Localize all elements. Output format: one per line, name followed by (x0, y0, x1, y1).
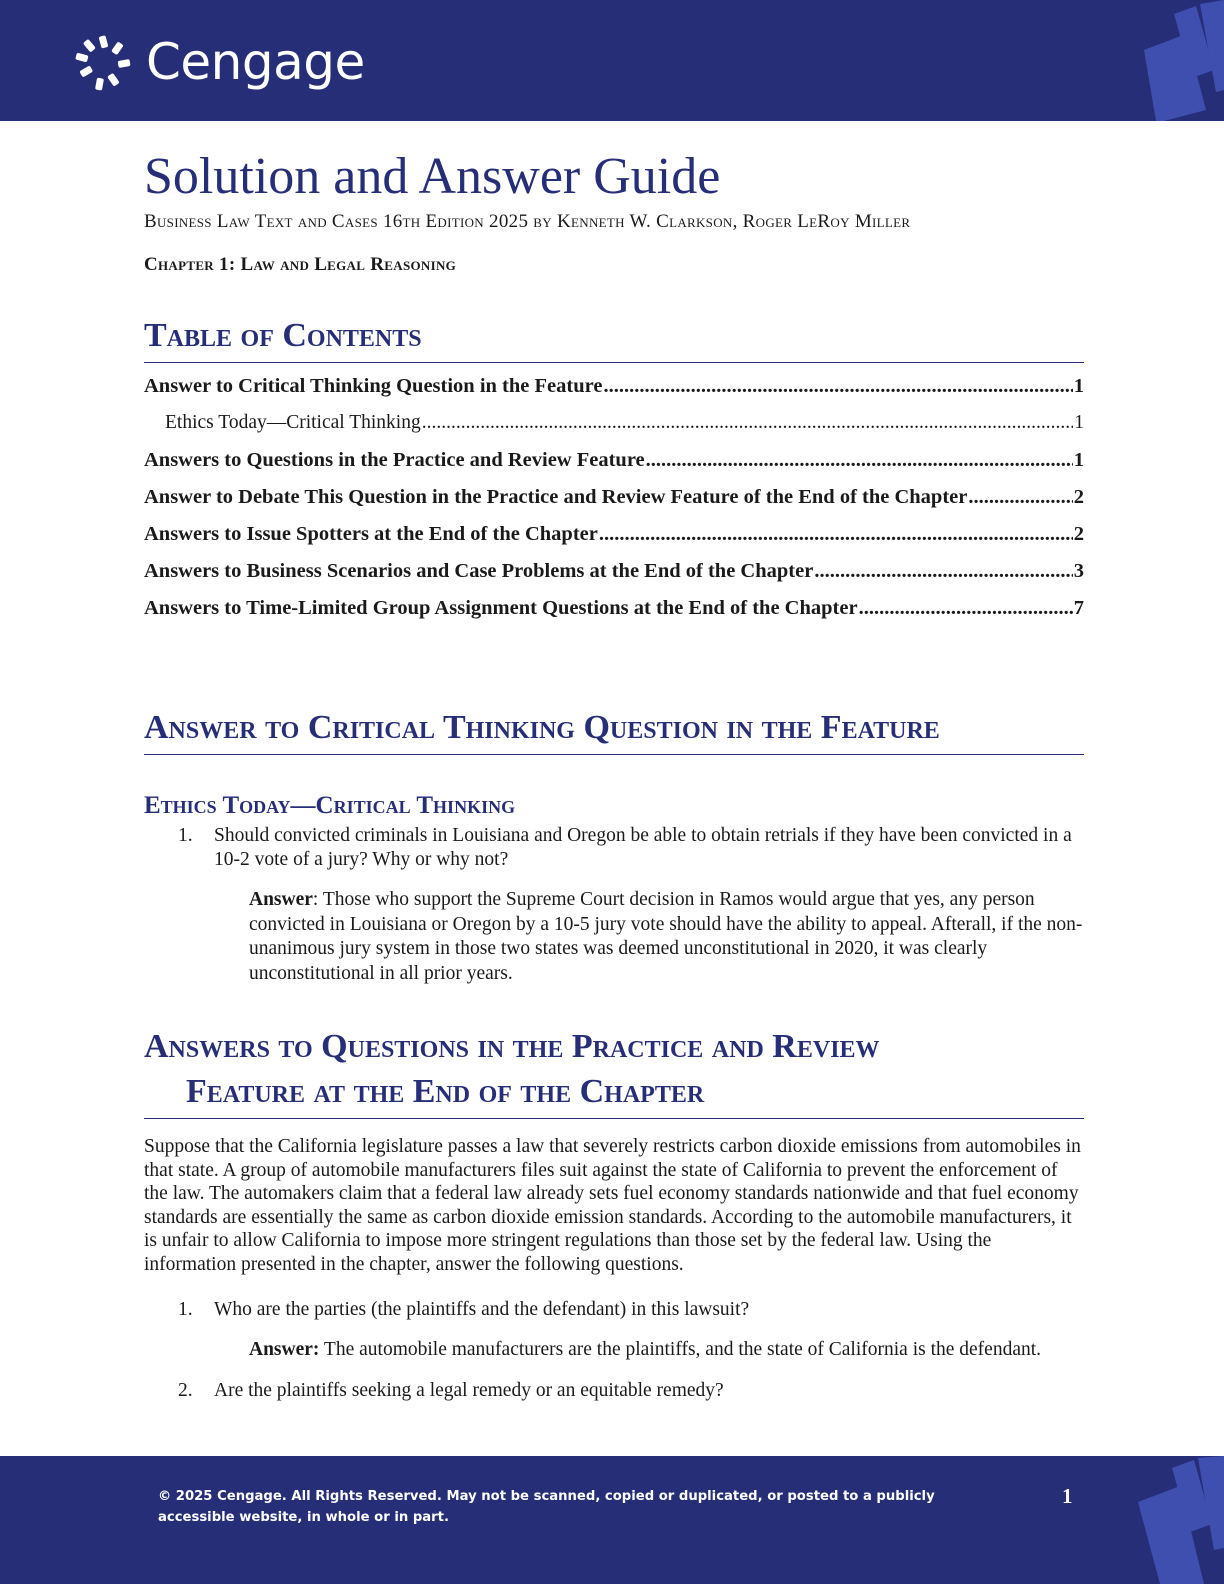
subsection-heading-ethics-today: Ethics Today—Critical Thinking (144, 792, 516, 819)
toc-entry-label: Answers to Issue Spotters at the End of the Chapter (144, 523, 598, 545)
corner-decoration (1134, 0, 1224, 121)
toc-leader-dots (859, 597, 1073, 620)
question-text: Should convicted criminals in Louisiana and Oregon be able to obtain retrials if they have been convicted in a 10-2 vote of a jury? Why or why not? (214, 825, 1072, 870)
toc-entry-label: Answers to Time-Limited Group Assignment Questions at the End of the Chapter (144, 597, 858, 619)
toc-entry[interactable] (144, 560, 1084, 597)
copyright-notice: © 2025 Cengage. All Rights Reserved. May not be scanned, copied or duplicated, or posted to a publicly accessible website, in whole or in part. (158, 1489, 935, 1525)
toc-leader-dots (603, 375, 1072, 398)
section-heading-practice-review (144, 1024, 1084, 1119)
question-text: Who are the parties (the plaintiffs and the defendant) in this lawsuit? (214, 1299, 750, 1320)
section-heading-critical-thinking: Answer to Critical Thinking Question in the Feature (144, 706, 1084, 755)
toc-entry-page: 1 (1073, 449, 1084, 471)
question-number: 2. (178, 1379, 193, 1401)
toc-leader-dots (814, 560, 1072, 583)
answer-block (249, 1338, 1084, 1363)
toc-entry-page: 1 (1074, 412, 1084, 433)
toc-entry-label: Answers to Questions in the Practice and Review Feature (144, 449, 645, 471)
toc-entry[interactable] (144, 449, 1084, 486)
chapter-title: Chapter 1: Law and Legal Reasoning (144, 254, 457, 275)
toc-entry[interactable] (144, 597, 1084, 634)
toc-leader-dots (422, 412, 1074, 434)
question-item (144, 1298, 1084, 1322)
answer-text: : Those who support the Supreme Court decision in Ramos would argue that yes, any person convicted in Louisiana or Oregon by a 10-5 jury vote should have the ability to appeal. Afterall, if the non-unanimous jury system in those two states was deemed unconstitutional in 2020, it was clearly unconstitutional in all prior years. (249, 889, 1083, 984)
toc-entry[interactable] (144, 486, 1084, 523)
document-body (144, 148, 1084, 1403)
section-heading-line1: Answers to Questions in the Practice and Review (144, 1028, 880, 1065)
answer-text: The automobile manufacturers are the plaintiffs, and the state of California is the defendant. (319, 1339, 1042, 1360)
section-heading-line2: Feature at the End of the Chapter (186, 1073, 705, 1110)
question-text: Are the plaintiffs seeking a legal remedy or an equitable remedy? (214, 1379, 724, 1401)
toc-entry-page: 3 (1073, 560, 1084, 582)
toc-entry[interactable] (144, 375, 1084, 412)
toc-leader-dots (646, 449, 1073, 472)
question-number: 1. (178, 1299, 193, 1320)
toc-entry-label: Answer to Critical Thinking Question in the Feature (144, 375, 603, 397)
corner-decoration (1134, 1456, 1224, 1584)
question-number: 1. (178, 825, 193, 846)
toc-entry-label: Ethics Today—Critical Thinking (165, 412, 421, 433)
toc-entry-label: Answers to Business Scenarios and Case Problems at the End of the Chapter (144, 560, 814, 582)
document-title: Solution and Answer Guide (144, 148, 721, 205)
cengage-logo[interactable] (74, 32, 365, 92)
toc-entry-label: Answer to Debate This Question in the Practice and Review Feature of the End of the Chapter (144, 486, 968, 508)
table-of-contents (144, 375, 1084, 634)
question-item (144, 824, 1084, 872)
toc-entry[interactable] (144, 523, 1084, 560)
toc-entry-page: 2 (1073, 523, 1084, 545)
toc-entry-page: 1 (1073, 375, 1084, 397)
brand-name: Cengage (146, 33, 365, 91)
toc-entry[interactable] (144, 412, 1084, 449)
toc-entry-page: 2 (1073, 486, 1084, 508)
toc-entry-page: 7 (1073, 597, 1084, 619)
page-number: 1 (1062, 1484, 1073, 1508)
answer-label: Answer (249, 889, 313, 910)
toc-leader-dots (968, 486, 1072, 509)
document-subtitle: Business Law Text and Cases 16th Edition 2025 by Kenneth W. Clarkson, Roger LeRoy Miller (144, 211, 911, 232)
cengage-dots-icon (74, 32, 134, 92)
answer-block (249, 888, 1084, 986)
footer-band (0, 1456, 1224, 1584)
answer-label: Answer: (249, 1339, 320, 1360)
toc-leader-dots (599, 523, 1073, 546)
question-item (144, 1379, 1084, 1403)
scenario-paragraph: Suppose that the California legislature passes a law that severely restricts carbon dioxide emissions from automobiles in that state. A group of automobile manufacturers files suit against the state of California to prevent the enforcement of the law. The automakers claim that a federal law already sets fuel economy standards nationwide and that fuel economy standards are essentially the same as carbon dioxide emission standards. According to the automobile manufacturers, it is unfair to allow California to impose more stringent regulations than those set by the federal law. Using the information presented in the chapter, answer the following questions. (144, 1136, 1081, 1275)
toc-heading: Table of Contents (144, 314, 1084, 363)
header-band (0, 0, 1224, 121)
